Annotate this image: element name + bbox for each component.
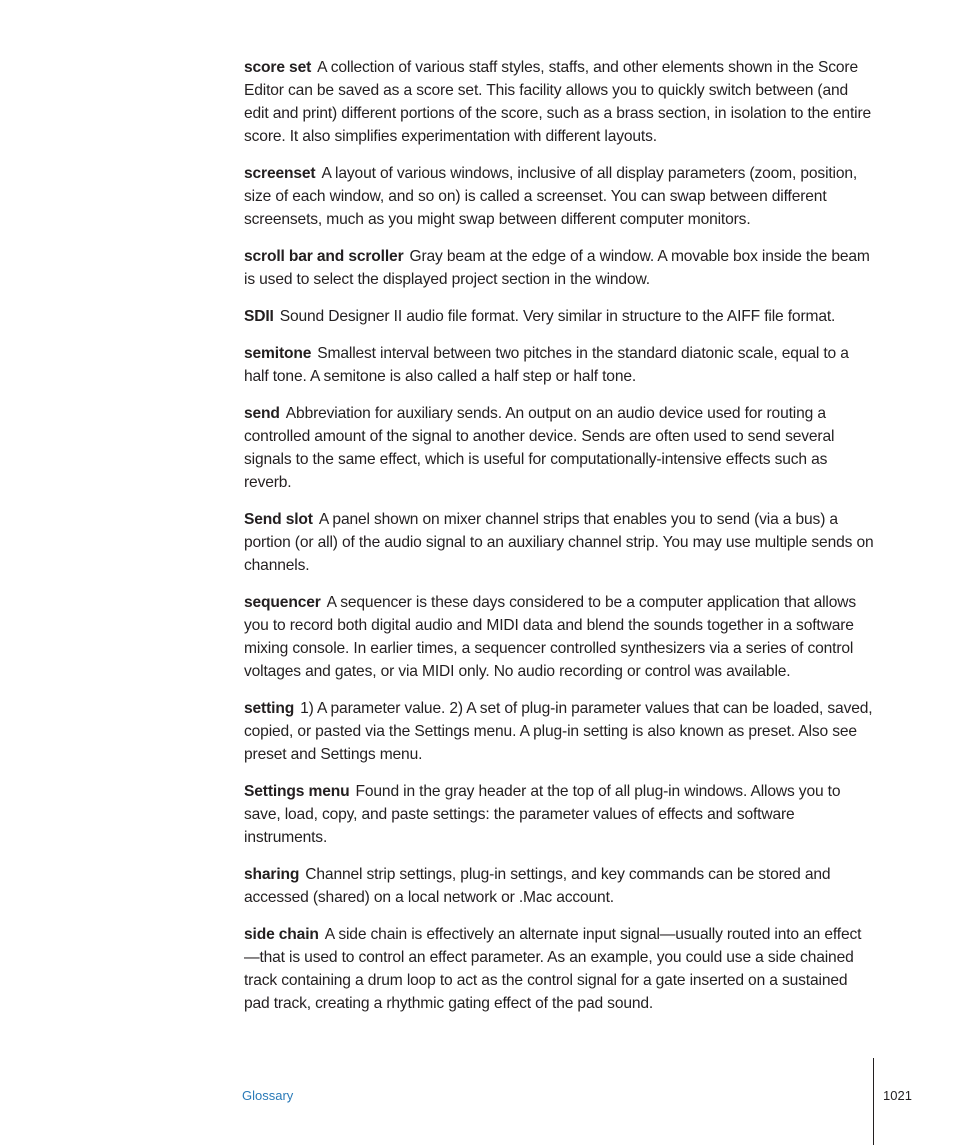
glossary-entry-settings-menu [244, 780, 876, 849]
glossary-definition: Channel strip settings, plug-in settings, and key commands can be stored and accessed (shared) on a local network or .Mac account. [244, 866, 831, 906]
glossary-entry-sequencer [244, 591, 876, 683]
glossary-entry-score-set [244, 56, 876, 148]
glossary-entry-semitone [244, 342, 876, 388]
glossary-term: semitone [244, 345, 312, 362]
glossary-entry-scroll-bar [244, 245, 876, 291]
glossary-term: scroll bar and scroller [244, 248, 404, 265]
glossary-definition: Sound Designer II audio file format. Very similar in structure to the AIFF file format. [279, 308, 836, 325]
glossary-content [244, 56, 876, 1029]
glossary-term: send [244, 405, 280, 422]
glossary-term: score set [244, 59, 312, 76]
footer-divider [873, 1058, 874, 1145]
glossary-definition: A side chain is effectively an alternate input signal—usually routed into an effect—that is used to control an effect parameter. As an example, you could use a side chained track containing a drum loop to act as the control signal for a gate inserted on a sustained pad track, creating a rhythmic gating effect of the pad sound. [244, 926, 862, 1012]
glossary-entry-screenset [244, 162, 876, 231]
glossary-entry-side-chain [244, 923, 876, 1015]
glossary-term: setting [244, 700, 295, 717]
footer-section-link[interactable]: Glossary [242, 1088, 294, 1103]
glossary-definition: A sequencer is these days considered to be a computer application that allows you to record both digital audio and MIDI data and blend the sounds together in a software mixing console. In earlier times, a sequencer controlled synthesizers via a series of control voltages and gates, or via MIDI only. No audio recording or control was available. [244, 594, 857, 680]
glossary-term: screenset [244, 165, 316, 182]
page-number: 1021 [883, 1088, 912, 1103]
glossary-definition: Abbreviation for auxiliary sends. An output on an audio device used for routing a controlled amount of the signal to another device. Sends are often used to send several signals to the same effect, which is useful for computationally-intensive effects such as reverb. [244, 405, 835, 491]
glossary-entry-sdii [244, 305, 876, 328]
glossary-entry-send-slot [244, 508, 876, 577]
glossary-definition: 1) A parameter value. 2) A set of plug-in parameter values that can be loaded, saved, copied, or pasted via the Settings menu. A plug-in setting is also known as preset. Also see preset and Settings menu. [244, 700, 873, 763]
glossary-definition: Smallest interval between two pitches in the standard diatonic scale, equal to a half tone. A semitone is also called a half step or half tone. [244, 345, 849, 385]
glossary-entry-setting [244, 697, 876, 766]
glossary-entry-sharing [244, 863, 876, 909]
glossary-term: Settings menu [244, 783, 350, 800]
glossary-definition: A panel shown on mixer channel strips that enables you to send (via a bus) a portion (or all) of the audio signal to an auxiliary channel strip. You may use multiple sends on channels. [244, 511, 874, 574]
glossary-term: Send slot [244, 511, 313, 528]
glossary-term: sequencer [244, 594, 321, 611]
glossary-term: SDII [244, 308, 274, 325]
glossary-definition: A collection of various staff styles, staffs, and other elements shown in the Score Editor can be saved as a score set. This facility allows you to quickly switch between (and edit and print) different portions of the score, such as a brass section, in isolation to the entire score. It also simplifies experimentation with different layouts. [244, 59, 872, 145]
glossary-definition: Gray beam at the edge of a window. A movable box inside the beam is used to select the displayed project section in the window. [244, 248, 870, 288]
glossary-term: sharing [244, 866, 300, 883]
glossary-definition: A layout of various windows, inclusive of all display parameters (zoom, position, size of each window, and so on) is called a screenset. You can swap between different screensets, much as you might swap between different computer monitors. [244, 165, 858, 228]
glossary-entry-send [244, 402, 876, 494]
glossary-term: side chain [244, 926, 319, 943]
glossary-definition: Found in the gray header at the top of all plug-in windows. Allows you to save, load, copy, and paste settings: the parameter values of effects and software instruments. [244, 783, 841, 846]
